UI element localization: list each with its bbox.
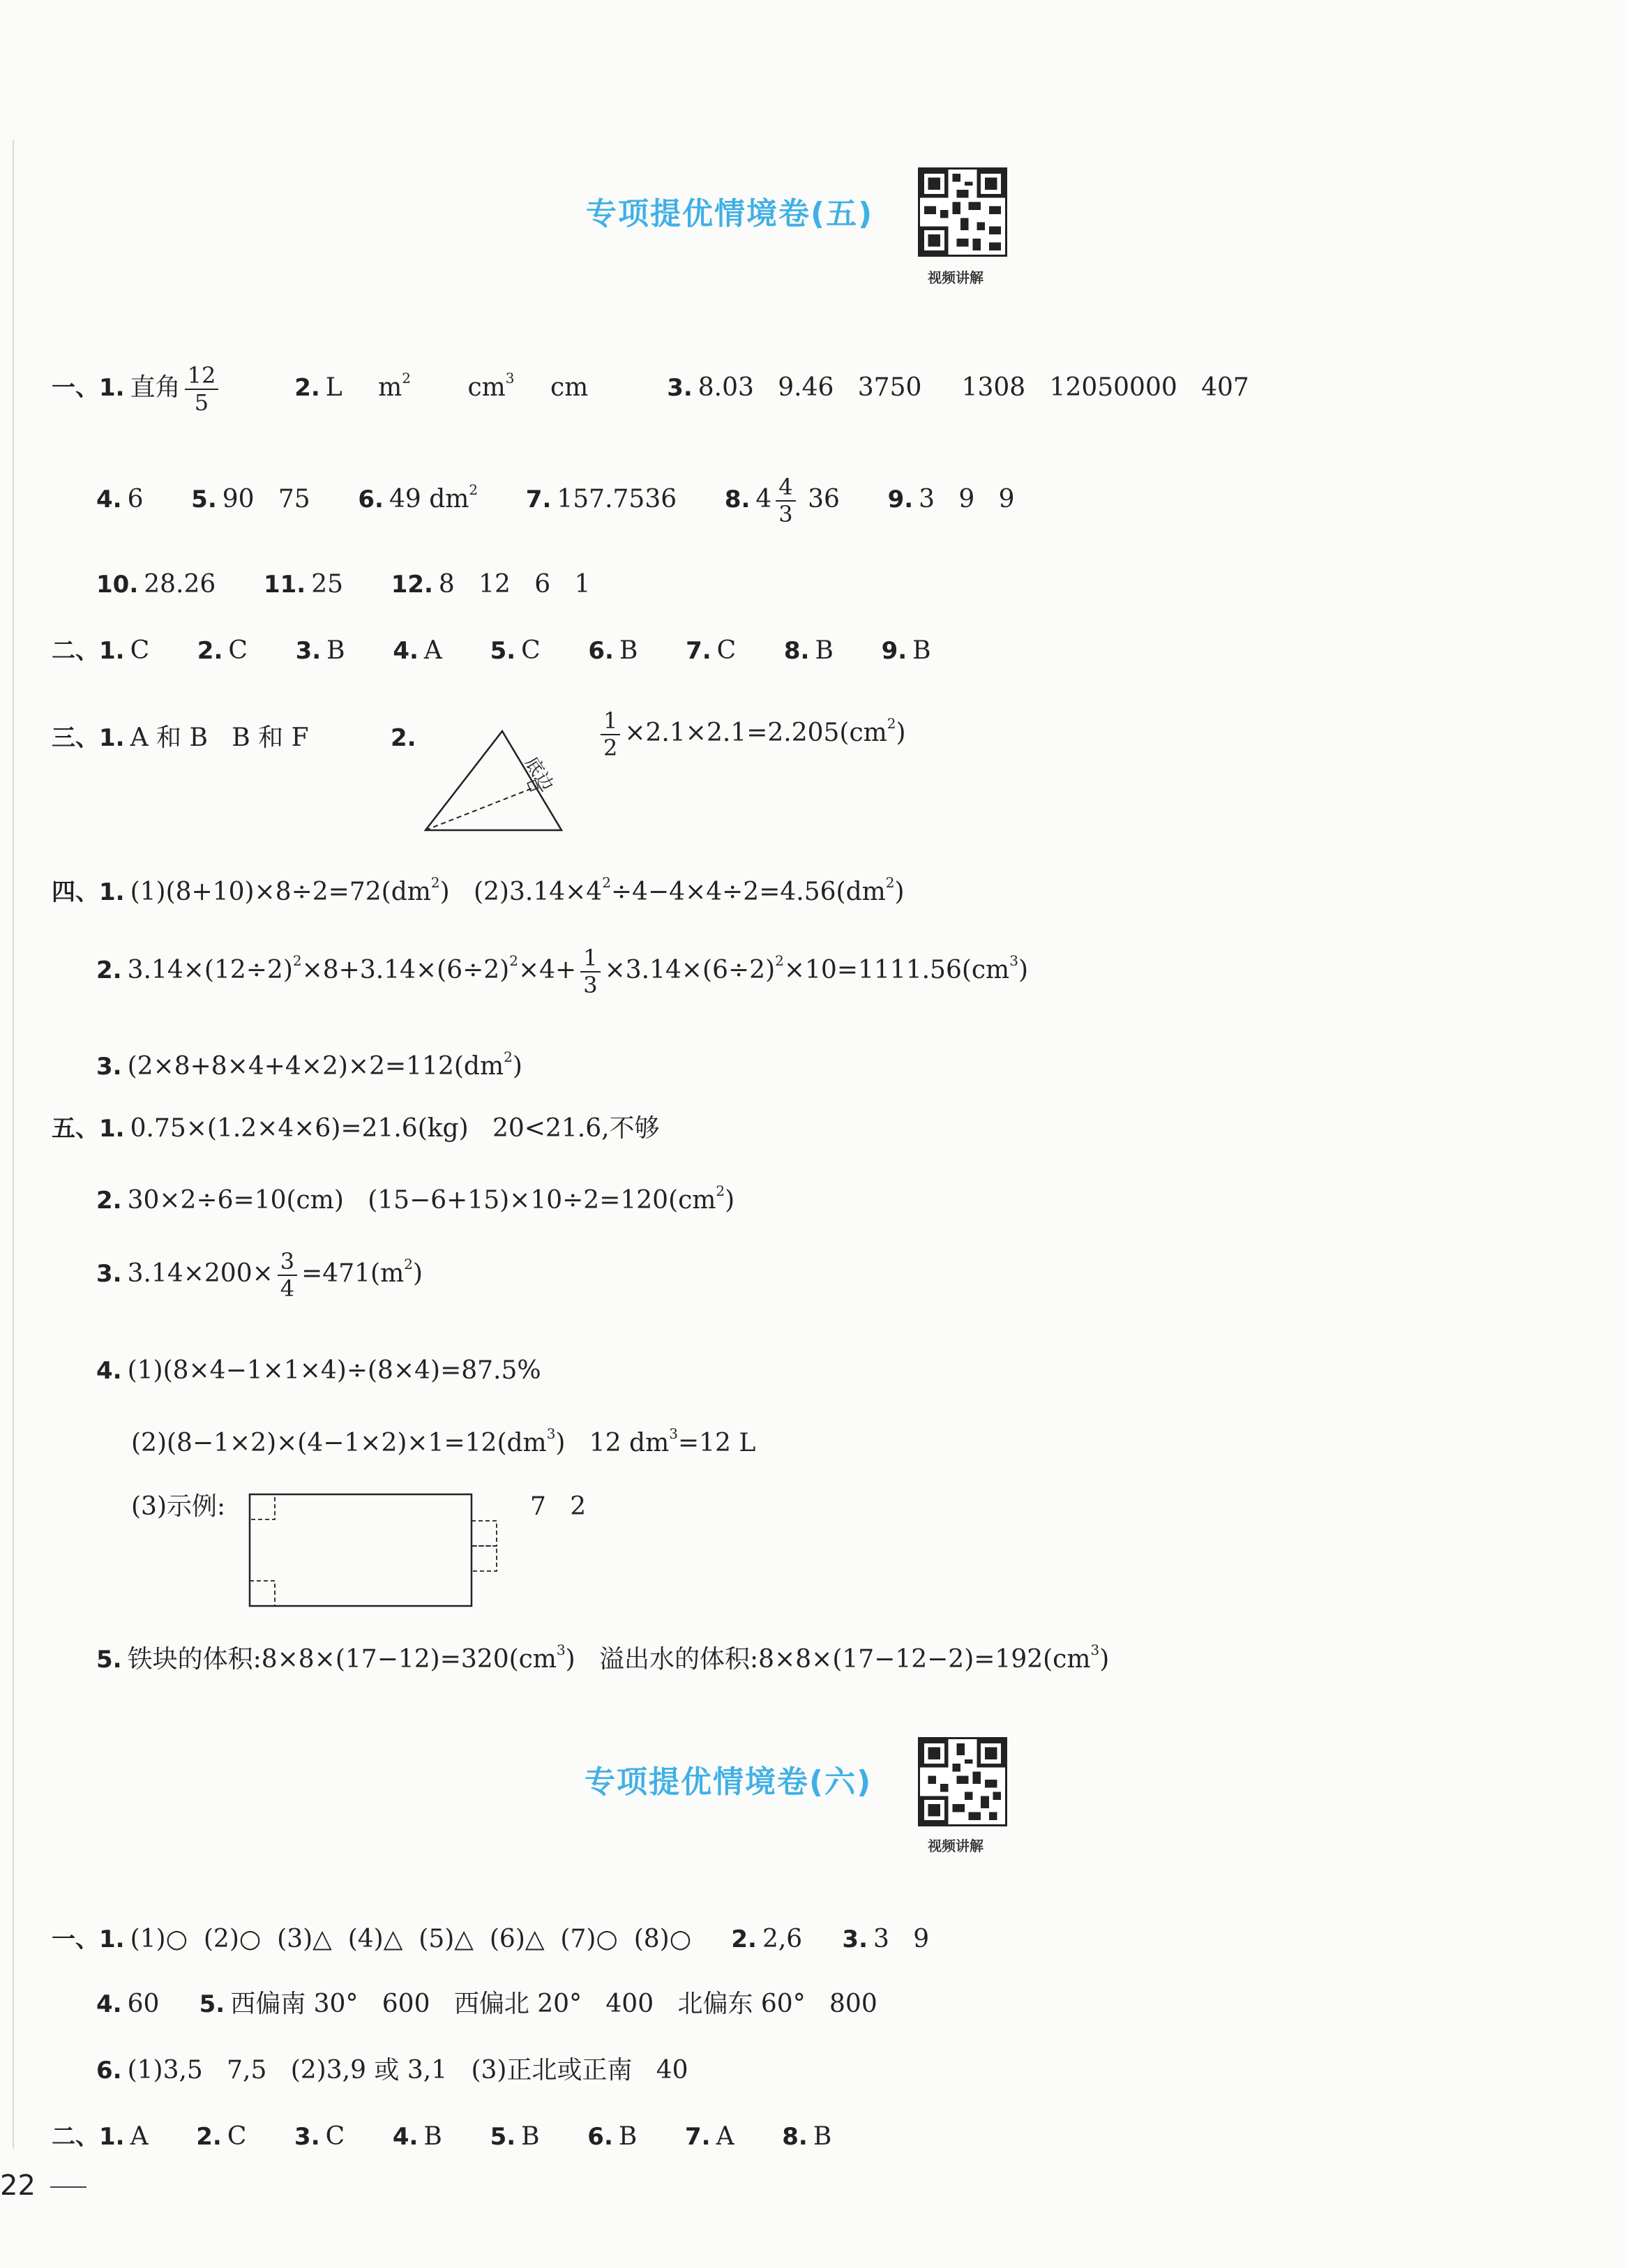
answer-text: A 和 B B 和 F (130, 723, 309, 752)
answer-text: 90 75 (222, 484, 310, 513)
item-number: 5. (490, 2123, 516, 2151)
superscript: 2 (404, 1255, 413, 1272)
superscript: 2 (775, 952, 784, 969)
item-number: 2. (391, 724, 416, 752)
answer-text: =471(m (301, 1259, 405, 1288)
answer-text: B (813, 2122, 832, 2151)
answer-line (96, 1184, 734, 1213)
item-number: 2. (731, 1925, 757, 1953)
answer-text: m (378, 373, 402, 402)
answer-text: ÷4−4×4÷2=4.56(dm (610, 878, 886, 906)
item-number: 四、1. (52, 878, 125, 906)
item-number: 7. (685, 2123, 711, 2151)
numerator: 4 (776, 474, 795, 502)
page-number: 22 (0, 2170, 36, 2202)
item-number: 3. (295, 637, 322, 665)
answer-text: ) (894, 878, 905, 906)
denominator: 3 (778, 500, 793, 527)
answer-line (131, 1494, 225, 1519)
item-number: 2. (196, 2123, 222, 2151)
answer-text: 直角 (130, 373, 181, 402)
answer-text: 8.03 9.46 3750 1308 12050000 407 (698, 373, 1249, 402)
item-number: 8. (724, 485, 751, 513)
answer-line (596, 708, 906, 761)
answer-text: ×10=1111.56(cm (783, 955, 1010, 984)
answer-text: (1)(8+10)×8÷2=72(dm (130, 878, 431, 906)
item-number: 一、1. (52, 373, 125, 402)
answer-text: B (423, 2122, 442, 2151)
answer-text: 4 (755, 484, 772, 513)
item-number: 6. (588, 637, 614, 665)
item-number: 9. (887, 485, 914, 513)
item-number: 3. (667, 373, 693, 402)
superscript: 2 (887, 714, 896, 732)
item-number: 二、1. (52, 2123, 125, 2151)
superscript: 3 (546, 1425, 556, 1442)
answer-text: 157.7536 (557, 484, 677, 513)
section-title-5: 专项提优情境卷(五) (586, 196, 874, 232)
answer-line (96, 945, 1028, 998)
answer-line (131, 1427, 755, 1456)
numerator: 3 (278, 1249, 297, 1276)
item-number: 10. (96, 571, 139, 599)
item-number: 4. (96, 485, 122, 513)
answer-text: ) (412, 1259, 423, 1288)
answer-text: A (130, 2122, 149, 2151)
answer-text: 49 dm (389, 484, 469, 513)
answer-text: 2,6 (762, 1925, 803, 1953)
answer-text: B (815, 636, 834, 665)
answer-text: 6 (127, 484, 144, 513)
item-number: 12. (391, 571, 433, 599)
answer-text: 60 (127, 1990, 160, 2018)
item-number: 8. (782, 2123, 808, 2151)
answer-text: 30×2÷6=10(cm) (15−6+15)×10÷2=120(cm (127, 1186, 716, 1215)
item-number: 7. (686, 637, 711, 665)
answer-text: C (130, 636, 150, 665)
answer-text: 0.75×(1.2×4×6)=21.6(kg) 20<21.6,不够 (130, 1114, 660, 1143)
answer-line (96, 2058, 688, 2083)
item-number-3-2 (391, 726, 422, 751)
answer-text: ×8+3.14×(6÷2) (301, 955, 510, 984)
numerator: 12 (185, 363, 219, 390)
qr-caption: 视频讲解 (928, 1838, 983, 1854)
answer-text: L (325, 373, 342, 402)
answer-line (52, 723, 309, 752)
fraction (776, 474, 795, 527)
triangle-base-label: 底边 (520, 753, 558, 795)
answer-text: 8 12 6 1 (438, 570, 591, 599)
fraction (185, 363, 219, 416)
numerator: 1 (580, 945, 600, 972)
superscript: 2 (469, 481, 478, 498)
answer-text: 28.26 (144, 570, 216, 599)
item-number: 5. (191, 485, 217, 513)
answer-text: ) (725, 1186, 735, 1215)
answer-text: ×4+ (518, 955, 577, 984)
answer-text: B (326, 636, 345, 665)
item-number: 5. (96, 1646, 122, 1674)
item-number: 2. (197, 637, 223, 665)
qr-code-icon[interactable] (918, 1737, 1007, 1826)
item-number: 五、1. (52, 1115, 125, 1143)
superscript: 2 (292, 952, 302, 969)
superscript: 2 (885, 874, 895, 891)
item-number: 5. (199, 1990, 225, 2018)
box-net-figure (244, 1486, 509, 1612)
answer-text: C (227, 2122, 247, 2151)
item-number: 9. (881, 637, 907, 665)
answer-text: 3 9 9 (919, 484, 1015, 513)
answer-text: ) 溢出水的体积:8×8×(17−12−2)=192(cm (565, 1645, 1091, 1674)
item-number: 2. (96, 1187, 122, 1215)
superscript: 3 (1009, 952, 1018, 969)
fraction (278, 1249, 297, 1302)
item-number: 6. (96, 2057, 122, 2085)
answer-text: 铁块的体积:8×8×(17−12)=320(cm (127, 1645, 557, 1674)
answer-line (52, 638, 931, 663)
answer-line (96, 572, 590, 597)
answer-text: ×3.14×(6÷2) (604, 955, 776, 984)
item-number: 2. (96, 956, 122, 984)
answer-text: B (619, 636, 638, 665)
superscript: 3 (1090, 1642, 1100, 1658)
answer-text: C (325, 2122, 345, 2151)
answer-text: (3)示例: (131, 1492, 226, 1521)
qr-caption: 视频讲解 (928, 269, 983, 286)
answer-text: A (423, 636, 442, 665)
margin-line (13, 140, 14, 2149)
answer-text: 西偏南 30° 600 西偏北 20° 400 北偏东 60° 800 (230, 1990, 877, 2018)
answer-text: cm (467, 373, 506, 402)
item-number: 3. (96, 1259, 122, 1288)
answer-text: B (618, 2122, 638, 2151)
fraction (580, 945, 600, 998)
answer-text: C (716, 636, 737, 665)
superscript: 2 (402, 369, 412, 386)
answer-text: 36 (808, 484, 840, 513)
item-number: 4. (96, 1990, 122, 2018)
answer-text: cm (550, 373, 589, 402)
answer-text: ) (512, 1052, 522, 1081)
superscript: 2 (716, 1182, 725, 1199)
answer-line (52, 1927, 929, 1952)
item-number: 2. (294, 373, 320, 402)
answer-text: 3.14×200× (127, 1259, 273, 1288)
answer-text: C (228, 636, 248, 665)
answer-line (96, 474, 1015, 527)
denominator: 2 (603, 734, 618, 761)
item-number: 5. (490, 637, 516, 665)
superscript: 2 (602, 874, 611, 891)
answer-text: ) (1018, 955, 1028, 984)
superscript: 2 (509, 952, 518, 969)
answer-text: 3 9 (873, 1925, 930, 1953)
answer-text: ×2.1×2.1=2.205(cm (624, 718, 887, 747)
item-number: 11. (263, 571, 306, 599)
answer-text: (2)(8−1×2)×(4−1×2)×1=12(dm (131, 1429, 547, 1457)
item-number: 7. (525, 485, 552, 513)
item-number: 4. (393, 637, 419, 665)
superscript: 3 (556, 1642, 566, 1658)
answer-text: A (716, 2122, 734, 2151)
item-number: 6. (587, 2123, 613, 2151)
page-number-rule (50, 2186, 86, 2188)
answer-text: ) 12 dm (555, 1429, 670, 1457)
answer-text: ) (1099, 1645, 1110, 1674)
answer-text: B (912, 636, 931, 665)
fraction (601, 708, 620, 761)
denominator: 3 (583, 971, 598, 998)
answer-text: C (521, 636, 541, 665)
superscript: 2 (504, 1049, 513, 1065)
answer-text: ) (896, 718, 906, 747)
answer-line (96, 1358, 541, 1383)
answer-text: (1)(8×4−1×1×4)÷(8×4)=87.5% (127, 1356, 541, 1385)
item-number: 三、1. (52, 724, 125, 752)
item-number: 二、1. (52, 637, 125, 665)
item-number: 一、1. (52, 1925, 125, 1953)
answer-line (96, 1249, 423, 1302)
numerator: 1 (601, 708, 620, 735)
item-number: 4. (96, 1357, 122, 1385)
item-number: 3. (842, 1925, 868, 1953)
item-number: 6. (358, 485, 384, 513)
answer-text: 3.14×(12÷2) (127, 955, 293, 984)
item-number: 4. (392, 2123, 419, 2151)
answer-line (96, 1050, 522, 1079)
superscript: 3 (505, 369, 515, 386)
answer-line (96, 1992, 877, 2017)
denominator: 5 (194, 389, 209, 416)
answer-text: B (521, 2122, 540, 2151)
triangle-figure (419, 726, 572, 837)
answer-text: ) (2)3.14×4 (439, 878, 603, 906)
answer-line (52, 2124, 831, 2149)
answer-text: 25 (311, 570, 344, 599)
item-number: 8. (783, 637, 810, 665)
item-number: 3. (294, 2123, 320, 2151)
answer-text: 7 2 (530, 1492, 587, 1521)
section-title-6: 专项提优情境卷(六) (585, 1764, 873, 1800)
qr-code-icon[interactable] (918, 167, 1007, 257)
answer-line (96, 1643, 1109, 1672)
answer-text: =12 L (677, 1429, 756, 1457)
answer-text: (1)○ (2)○ (3)△ (4)△ (5)△ (6)△ (7)○ (8)○ (130, 1925, 692, 1953)
answer-line (52, 363, 1249, 416)
answer-text: (1)3,5 7,5 (2)3,9 或 3,1 (3)正北或正南 40 (127, 2056, 688, 2085)
denominator: 4 (280, 1275, 295, 1302)
answer-text: (2×8+8×4+4×2)×2=112(dm (127, 1052, 504, 1081)
item-number: 3. (96, 1053, 122, 1081)
superscript: 3 (669, 1425, 678, 1442)
answer-line (52, 1116, 660, 1141)
superscript: 2 (430, 874, 440, 891)
answer-line (52, 876, 905, 905)
